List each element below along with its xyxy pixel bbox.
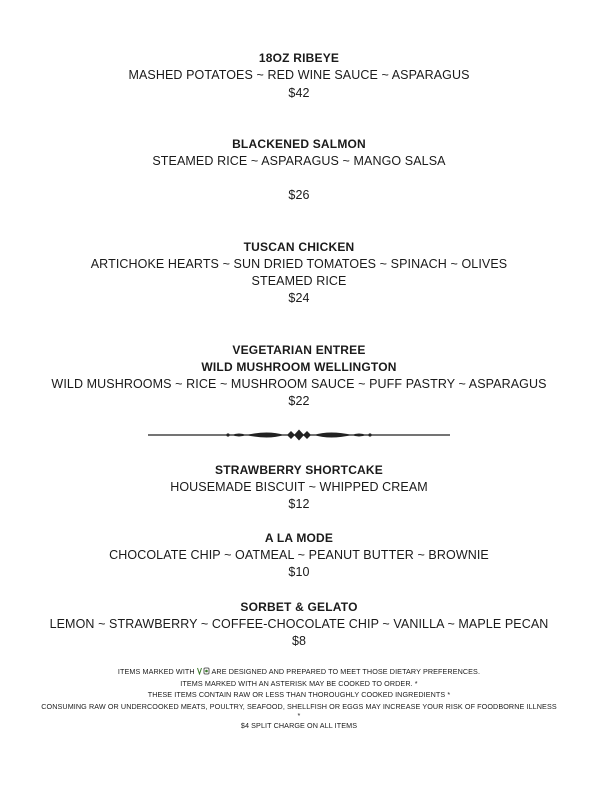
dietary-note-suffix: ARE DESIGNED AND PREPARED TO MEET THOSE DIETARY PREFERENCES.: [211, 667, 481, 676]
item-price-sorbet: $8: [291, 634, 307, 648]
dietary-note-prefix: ITEMS MARKED WITH: [117, 667, 195, 676]
item-title-salmon: BLACKENED SALMON: [232, 137, 366, 151]
ornamental-divider: [148, 425, 450, 445]
item-price-ribeye: $42: [288, 86, 310, 100]
item-description-sorbet: LEMON ~ STRAWBERRY ~ COFFEE-CHOCOLATE CHIP ~ VANILLA ~ MAPLE PECAN: [49, 617, 549, 631]
item-title-sorbet: SORBET & GELATO: [240, 600, 358, 614]
item-price-salmon: $26: [288, 188, 310, 202]
category-title-vegetarian: VEGETARIAN ENTREE: [232, 343, 366, 357]
asterisk-note: ITEMS MARKED WITH AN ASTERISK MAY BE COOKED TO ORDER. *: [180, 678, 418, 688]
item-description-ribeye: MASHED POTATOES ~ RED WINE SAUCE ~ ASPARAGUS: [128, 68, 470, 82]
split-charge-note: $4 SPLIT CHARGE ON ALL ITEMS: [240, 721, 358, 731]
item-title-ribeye: 18OZ RIBEYE: [258, 51, 340, 65]
item-price-a-la-mode: $10: [288, 565, 310, 579]
consumption-warning: CONSUMING RAW OR UNDERCOOKED MEATS, POULTRY, SEAFOOD, SHELLFISH OR EGGS MAY INCREASE YOUR RISK OF FOODBORNE ILLNESS: [41, 701, 557, 711]
item-price-wellington: $22: [288, 394, 310, 408]
raw-ingredients-note: THESE ITEMS CONTAIN RAW OR LESS THAN THOROUGHLY COOKED INGREDIENTS *: [147, 690, 451, 700]
menu-notes: [0, 666, 598, 732]
item-title-tuscan-chicken: TUSCAN CHICKEN: [243, 240, 355, 254]
item-title-a-la-mode: A LA MODE: [264, 531, 334, 545]
dietary-note: [0, 666, 598, 678]
item-price-shortcake: $12: [288, 497, 310, 511]
item-title-shortcake: STRAWBERRY SHORTCAKE: [214, 463, 383, 477]
item-description-tuscan-chicken-2: STEAMED RICE: [251, 274, 347, 288]
item-price-tuscan-chicken: $24: [288, 291, 310, 305]
vegan-vegetarian-icon: [197, 667, 210, 679]
item-description-tuscan-chicken: ARTICHOKE HEARTS ~ SUN DRIED TOMATOES ~ SPINACH ~ OLIVES: [90, 257, 508, 271]
item-description-salmon: STEAMED RICE ~ ASPARAGUS ~ MANGO SALSA: [152, 154, 446, 168]
asterisk-mark: *: [297, 711, 301, 721]
item-description-wellington: WILD MUSHROOMS ~ RICE ~ MUSHROOM SAUCE ~ PUFF PASTRY ~ ASPARAGUS: [51, 377, 547, 391]
item-description-shortcake: HOUSEMADE BISCUIT ~ WHIPPED CREAM: [170, 480, 428, 494]
item-title-wellington: WILD MUSHROOM WELLINGTON: [201, 360, 397, 374]
item-description-a-la-mode: CHOCOLATE CHIP ~ OATMEAL ~ PEANUT BUTTER ~ BROWNIE: [109, 548, 489, 562]
